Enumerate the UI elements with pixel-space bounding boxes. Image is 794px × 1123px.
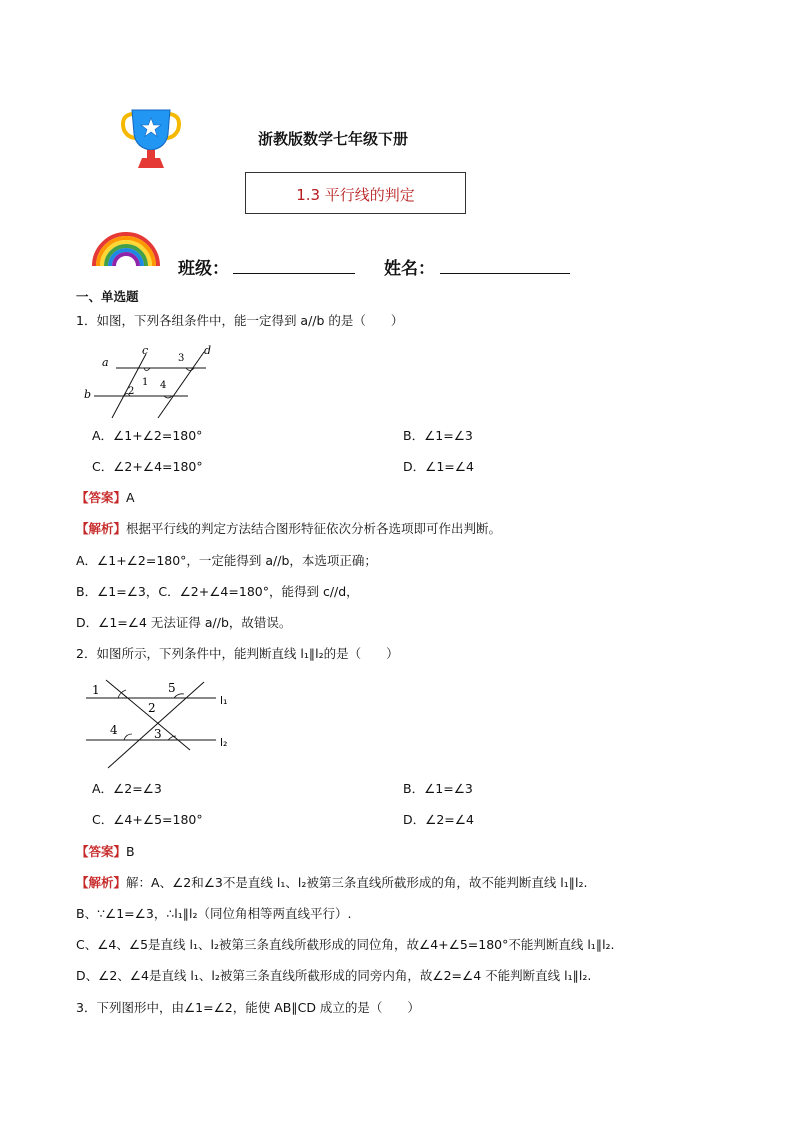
q2-label-2: 2 bbox=[148, 701, 156, 715]
q1-label-4: 4 bbox=[160, 380, 167, 391]
q2-stem: 2．如图所示，下列条件中，能判断直线 l₁∥l₂的是（ ） bbox=[76, 646, 399, 661]
q2-analysis-line-1: B、∵∠1=∠3，∴l₁∥l₂（同位角相等两直线平行）. bbox=[76, 906, 352, 921]
q2-analysis-text: 解：A、∠2和∠3不是直线 l₁、l₂被第三条直线所截形成的角，故不能判断直线 l₁∥l₂. bbox=[126, 875, 588, 890]
rainbow-icon bbox=[90, 228, 162, 268]
q3-stem: 3．下列图形中，由∠1=∠2，能使 AB∥CD 成立的是（ ） bbox=[76, 1000, 420, 1015]
q1-option-a[interactable]: A．∠1+∠2=180° bbox=[92, 428, 203, 443]
q1-label-c: c bbox=[142, 344, 149, 357]
q1-label-a: a bbox=[102, 356, 109, 369]
q1-analysis-line-1: A．∠1+∠2=180°，一定能得到 a//b，本选项正确； bbox=[76, 553, 377, 568]
class-label: 班级： bbox=[178, 259, 229, 279]
q1-figure bbox=[80, 342, 230, 422]
q1-option-c[interactable]: C．∠2+∠4=180° bbox=[92, 459, 203, 474]
q2-label-5: 5 bbox=[168, 681, 176, 695]
trophy-icon bbox=[118, 104, 184, 170]
section-heading: 一、单选题 bbox=[76, 289, 139, 304]
q2-analysis-line-3: D、∠2、∠4是直线 l₁、l₂被第三条直线所截形成的同旁内角，故∠2=∠4 不能判断直线 l₁∥l₂. bbox=[76, 968, 592, 983]
q1-analysis-line-3: D．∠1=∠4 无法证得 a//b，故错误。 bbox=[76, 615, 292, 630]
q1-answer-tag: 【答案】 bbox=[76, 490, 127, 505]
q2-label-3: 3 bbox=[154, 727, 162, 741]
class-field[interactable] bbox=[233, 253, 355, 274]
q1-analysis bbox=[76, 521, 501, 537]
q2-analysis-line-2: C、∠4、∠5是直线 l₁、l₂被第三条直线所截形成的同位角，故∠4+∠5=180°不能判断直线 l₁∥l₂. bbox=[76, 937, 615, 952]
name-field[interactable] bbox=[440, 253, 570, 274]
q1-label-1: 1 bbox=[142, 377, 149, 388]
q2-analysis-tag: 【解析】 bbox=[76, 875, 127, 890]
q2-option-b[interactable]: B．∠1=∠3 bbox=[403, 781, 473, 796]
q1-label-d: d bbox=[204, 344, 212, 357]
q2-answer-value: B bbox=[126, 844, 135, 859]
subtitle-box bbox=[245, 172, 466, 214]
q1-analysis-tag: 【解析】 bbox=[76, 521, 127, 536]
q2-label-4: 4 bbox=[110, 723, 118, 737]
q1-option-d[interactable]: D．∠1=∠4 bbox=[403, 459, 474, 474]
q1-analysis-line-2: B．∠1=∠3，C．∠2+∠4=180°，能得到 c//d， bbox=[76, 584, 359, 599]
q2-label-l2: l₂ bbox=[220, 736, 228, 749]
q2-analysis bbox=[76, 875, 588, 891]
q2-option-c[interactable]: C．∠4+∠5=180° bbox=[92, 812, 203, 827]
q2-option-d[interactable]: D．∠2=∠4 bbox=[403, 812, 474, 827]
q1-option-b[interactable]: B．∠1=∠3 bbox=[403, 428, 473, 443]
q1-analysis-text: 根据平行线的判定方法结合图形特征依次分析各选项即可作出判断。 bbox=[126, 521, 502, 536]
q2-label-l1: l₁ bbox=[220, 694, 228, 707]
name-label: 姓名： bbox=[384, 259, 435, 279]
q1-answer bbox=[76, 490, 135, 506]
q2-answer bbox=[76, 844, 135, 860]
q1-label-2: 2 bbox=[128, 386, 135, 397]
q2-figure bbox=[80, 676, 240, 772]
q2-label-1: 1 bbox=[92, 683, 100, 697]
q1-label-b: b bbox=[84, 388, 92, 401]
q1-answer-value: A bbox=[126, 490, 135, 505]
subtitle: 1.3 平行线的判定 bbox=[296, 186, 415, 204]
q2-option-a[interactable]: A．∠2=∠3 bbox=[92, 781, 162, 796]
page-title: 浙教版数学七年级下册 bbox=[258, 130, 409, 148]
q1-label-3: 3 bbox=[178, 353, 185, 364]
q2-answer-tag: 【答案】 bbox=[76, 844, 127, 859]
q1-stem: 1．如图，下列各组条件中，能一定得到 a//b 的是（ ） bbox=[76, 313, 404, 328]
